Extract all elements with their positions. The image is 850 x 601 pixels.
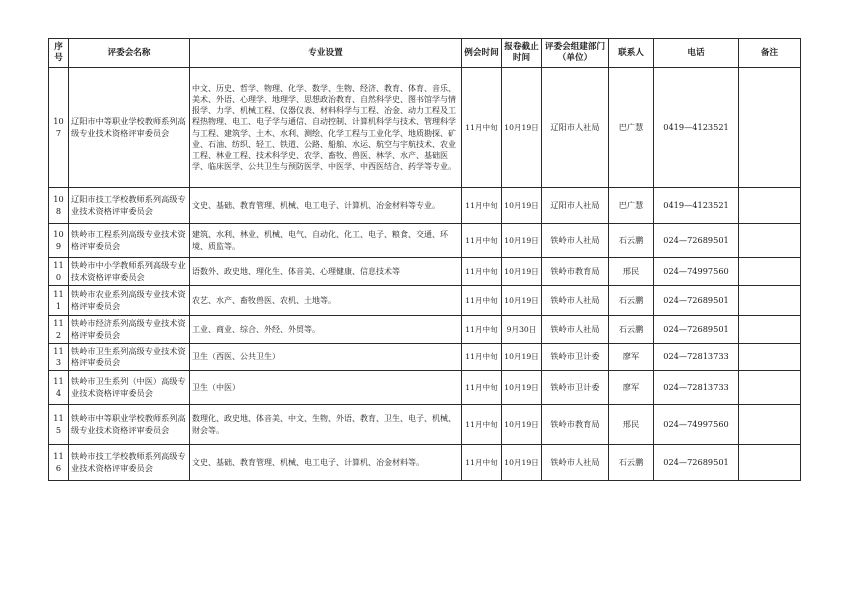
row-major: 卫生（西医、公共卫生） bbox=[190, 344, 462, 371]
row-phone: 0419—4123521 bbox=[654, 68, 739, 188]
row-deadline: 10月19日 bbox=[502, 224, 542, 258]
row-meeting: 11月中旬 bbox=[462, 286, 502, 316]
row-contact: 石云鹏 bbox=[609, 224, 654, 258]
row-phone: 024—72813733 bbox=[654, 344, 739, 371]
row-note bbox=[739, 68, 801, 188]
col-header-dept: 评委会组建部门（单位） bbox=[542, 39, 609, 68]
row-major: 工业、商业、综合、外经、外贸等。 bbox=[190, 316, 462, 344]
row-contact: 巴广慧 bbox=[609, 68, 654, 188]
row-note bbox=[739, 258, 801, 286]
row-phone: 024—72813733 bbox=[654, 371, 739, 405]
row-contact: 石云鹏 bbox=[609, 445, 654, 481]
row-deadline: 10月19日 bbox=[502, 344, 542, 371]
row-name: 铁岭市技工学校教师系列高级专业技术资格评审委员会 bbox=[69, 445, 190, 481]
row-contact: 巴广慧 bbox=[609, 188, 654, 224]
row-major: 文史、基础、教育管理、机械、电工电子、计算机、冶金材料等。 bbox=[190, 445, 462, 481]
row-meeting: 11月中旬 bbox=[462, 258, 502, 286]
row-seq: 113 bbox=[49, 344, 69, 371]
row-seq: 111 bbox=[49, 286, 69, 316]
row-contact: 邢民 bbox=[609, 405, 654, 445]
row-major: 中文、历史、哲学、物理、化学、数学、生物、经济、教育、体育、音乐、美术、外语、心理学、地理学、思想政治教育、自然科学史、图书馆学与情报学、力学、机械工程、仪器仪表、材料科学与工程、冶金、动力工程及工程热物理、电工、电子学与通信、自动控制、计算机科学与技术、管理科学与工程、建筑学、土木、水利、测绘、化学工程与工业化学、地质勘探、矿业、石油、纺织、轻工、铁道、公路、船舶、水运、航空与宇航技术、农业工程、林业工程、技术科学史、农学、畜牧、兽医、林学、水产、基础医学、临床医学、公共卫生与预防医学、中医学、中西医结合、药学等专业。 bbox=[190, 68, 462, 188]
row-note bbox=[739, 405, 801, 445]
row-phone: 024—72689501 bbox=[654, 286, 739, 316]
table-row bbox=[49, 344, 801, 371]
row-seq: 112 bbox=[49, 316, 69, 344]
row-dept: 铁岭市教育局 bbox=[542, 258, 609, 286]
row-dept: 辽阳市人社局 bbox=[542, 188, 609, 224]
row-dept: 铁岭市人社局 bbox=[542, 445, 609, 481]
row-note bbox=[739, 188, 801, 224]
col-header-phone: 电话 bbox=[654, 39, 739, 68]
row-deadline: 10月19日 bbox=[502, 188, 542, 224]
table-row bbox=[49, 405, 801, 445]
row-seq: 116 bbox=[49, 445, 69, 481]
committee-table bbox=[48, 38, 801, 481]
row-seq: 107 bbox=[49, 68, 69, 188]
row-name: 辽阳市中等职业学校教师系列高级专业技术资格评审委员会 bbox=[69, 68, 190, 188]
table-row bbox=[49, 316, 801, 344]
row-deadline: 9月30日 bbox=[502, 316, 542, 344]
row-phone: 024—72689501 bbox=[654, 316, 739, 344]
row-meeting: 11月中旬 bbox=[462, 316, 502, 344]
row-note bbox=[739, 371, 801, 405]
row-contact: 石云鹏 bbox=[609, 316, 654, 344]
row-name: 铁岭市农业系列高级专业技术资格评审委员会 bbox=[69, 286, 190, 316]
row-major: 数理化、政史地、体音美、中文、生物、外语、教育、卫生、电子、机械、财会等。 bbox=[190, 405, 462, 445]
row-note bbox=[739, 224, 801, 258]
row-dept: 铁岭市卫计委 bbox=[542, 344, 609, 371]
row-note bbox=[739, 344, 801, 371]
row-phone: 024—74997560 bbox=[654, 405, 739, 445]
row-deadline: 10月19日 bbox=[502, 405, 542, 445]
row-seq: 108 bbox=[49, 188, 69, 224]
row-seq: 110 bbox=[49, 258, 69, 286]
row-name: 铁岭市卫生系列（中医）高级专业技术资格评审委员会 bbox=[69, 371, 190, 405]
row-name: 辽阳市技工学校教师系列高级专业技术资格评审委员会 bbox=[69, 188, 190, 224]
row-name: 铁岭市中等职业学校教师系列高级专业技术资格评审委员会 bbox=[69, 405, 190, 445]
row-name: 铁岭市工程系列高级专业技术资格评审委员会 bbox=[69, 224, 190, 258]
col-header-meeting: 例会时间 bbox=[462, 39, 502, 68]
table-row bbox=[49, 258, 801, 286]
row-meeting: 11月中旬 bbox=[462, 344, 502, 371]
row-deadline: 10月19日 bbox=[502, 445, 542, 481]
row-name: 铁岭市卫生系列高级专业技术资格评审委员会 bbox=[69, 344, 190, 371]
row-major: 文史、基础、教育管理、机械、电工电子、计算机、冶金材料等专业。 bbox=[190, 188, 462, 224]
row-major: 语数外、政史地、理化生、体音美、心理健康、信息技术等 bbox=[190, 258, 462, 286]
row-deadline: 10月19日 bbox=[502, 68, 542, 188]
col-header-major: 专业设置 bbox=[190, 39, 462, 68]
row-contact: 廖军 bbox=[609, 344, 654, 371]
row-dept: 铁岭市教育局 bbox=[542, 405, 609, 445]
row-deadline: 10月19日 bbox=[502, 286, 542, 316]
table-row bbox=[49, 68, 801, 188]
row-deadline: 10月19日 bbox=[502, 258, 542, 286]
row-dept: 铁岭市卫计委 bbox=[542, 371, 609, 405]
table-header-row bbox=[49, 39, 801, 68]
row-phone: 0419—4123521 bbox=[654, 188, 739, 224]
row-dept: 辽阳市人社局 bbox=[542, 68, 609, 188]
table-row bbox=[49, 224, 801, 258]
col-header-note: 备注 bbox=[739, 39, 801, 68]
col-header-deadline: 报卷截止时间 bbox=[502, 39, 542, 68]
col-header-seq: 序号 bbox=[49, 39, 69, 68]
row-meeting: 11月中旬 bbox=[462, 445, 502, 481]
row-phone: 024—74997560 bbox=[654, 258, 739, 286]
row-meeting: 11月中旬 bbox=[462, 224, 502, 258]
table-row bbox=[49, 371, 801, 405]
row-meeting: 11月中旬 bbox=[462, 371, 502, 405]
row-contact: 石云鹏 bbox=[609, 286, 654, 316]
row-dept: 铁岭市人社局 bbox=[542, 224, 609, 258]
row-phone: 024—72689501 bbox=[654, 224, 739, 258]
row-dept: 铁岭市人社局 bbox=[542, 316, 609, 344]
row-phone: 024—72689501 bbox=[654, 445, 739, 481]
col-header-name: 评委会名称 bbox=[69, 39, 190, 68]
row-dept: 铁岭市人社局 bbox=[542, 286, 609, 316]
row-name: 铁岭市中小学教师系列高级专业技术资格评审委员会 bbox=[69, 258, 190, 286]
row-seq: 109 bbox=[49, 224, 69, 258]
row-meeting: 11月中旬 bbox=[462, 405, 502, 445]
table-row bbox=[49, 286, 801, 316]
row-major: 卫生（中医） bbox=[190, 371, 462, 405]
row-contact: 廖军 bbox=[609, 371, 654, 405]
row-note bbox=[739, 286, 801, 316]
row-name: 铁岭市经济系列高级专业技术资格评审委员会 bbox=[69, 316, 190, 344]
row-major: 农艺、水产、畜牧兽医、农机、土地等。 bbox=[190, 286, 462, 316]
row-seq: 114 bbox=[49, 371, 69, 405]
row-deadline: 10月19日 bbox=[502, 371, 542, 405]
row-seq: 115 bbox=[49, 405, 69, 445]
row-meeting: 11月中旬 bbox=[462, 188, 502, 224]
row-note bbox=[739, 316, 801, 344]
row-note bbox=[739, 445, 801, 481]
row-contact: 邢民 bbox=[609, 258, 654, 286]
row-major: 建筑、水利、林业、机械、电气、自动化、化工、电子、粮食、交通、环境、质监等。 bbox=[190, 224, 462, 258]
row-meeting: 11月中旬 bbox=[462, 68, 502, 188]
table-row bbox=[49, 445, 801, 481]
col-header-contact: 联系人 bbox=[609, 39, 654, 68]
table-row bbox=[49, 188, 801, 224]
